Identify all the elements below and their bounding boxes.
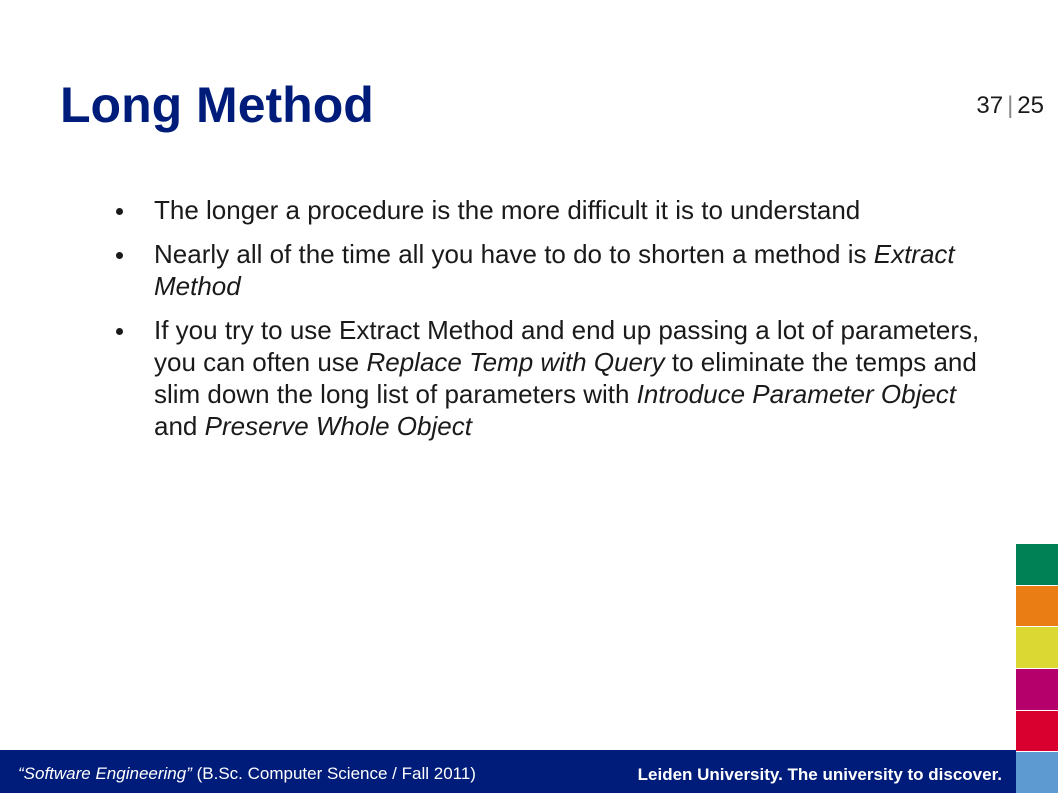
color-bar-block — [1016, 710, 1058, 752]
footer-bar — [0, 750, 1016, 793]
bullet-text: and — [154, 411, 205, 441]
bullet-emphasis: Extract Method — [154, 239, 955, 301]
bullet-text: Nearly all of the time all you have to do to shorten a method is — [154, 239, 874, 269]
bullet-text: The longer a procedure is the more difficult it is to understand — [154, 195, 861, 225]
bullet-dot-icon — [116, 208, 123, 215]
bullet-text: to eliminate the temps and slim down the long list of parameters with — [154, 347, 977, 409]
footer-course-title: “Software Engineering” — [18, 764, 192, 783]
bullet-item — [116, 238, 994, 302]
bullet-emphasis: Replace Temp with Query — [366, 347, 665, 377]
bullet-list — [116, 194, 994, 454]
page-total: 25 — [1017, 92, 1044, 119]
page-number — [976, 92, 1044, 120]
color-bar-block — [1016, 626, 1058, 668]
bullet-emphasis: Introduce Parameter Object — [636, 379, 957, 409]
bullet-text: If you try to use Extract Method and end up passing a lot of parameters, you can often use — [154, 315, 980, 377]
footer-course-details: (B.Sc. Computer Science / Fall 2011) — [191, 764, 476, 783]
footer-course — [18, 764, 476, 784]
color-bar-block — [1016, 543, 1058, 585]
color-bar-decoration — [1016, 543, 1058, 793]
page-separator: | — [1007, 92, 1014, 119]
color-bar-block — [1016, 751, 1058, 793]
bullet-emphasis: Preserve Whole Object — [204, 411, 472, 441]
footer-tagline: Leiden University. The university to discover. — [637, 765, 1002, 784]
bullet-item — [116, 194, 994, 226]
color-bar-block — [1016, 585, 1058, 627]
bullet-dot-icon — [116, 252, 123, 259]
page-current: 37 — [976, 92, 1004, 119]
color-bar-block — [1016, 668, 1058, 710]
bullet-dot-icon — [116, 328, 123, 335]
slide-title: Long Method — [60, 77, 374, 133]
bullet-item — [116, 314, 994, 442]
